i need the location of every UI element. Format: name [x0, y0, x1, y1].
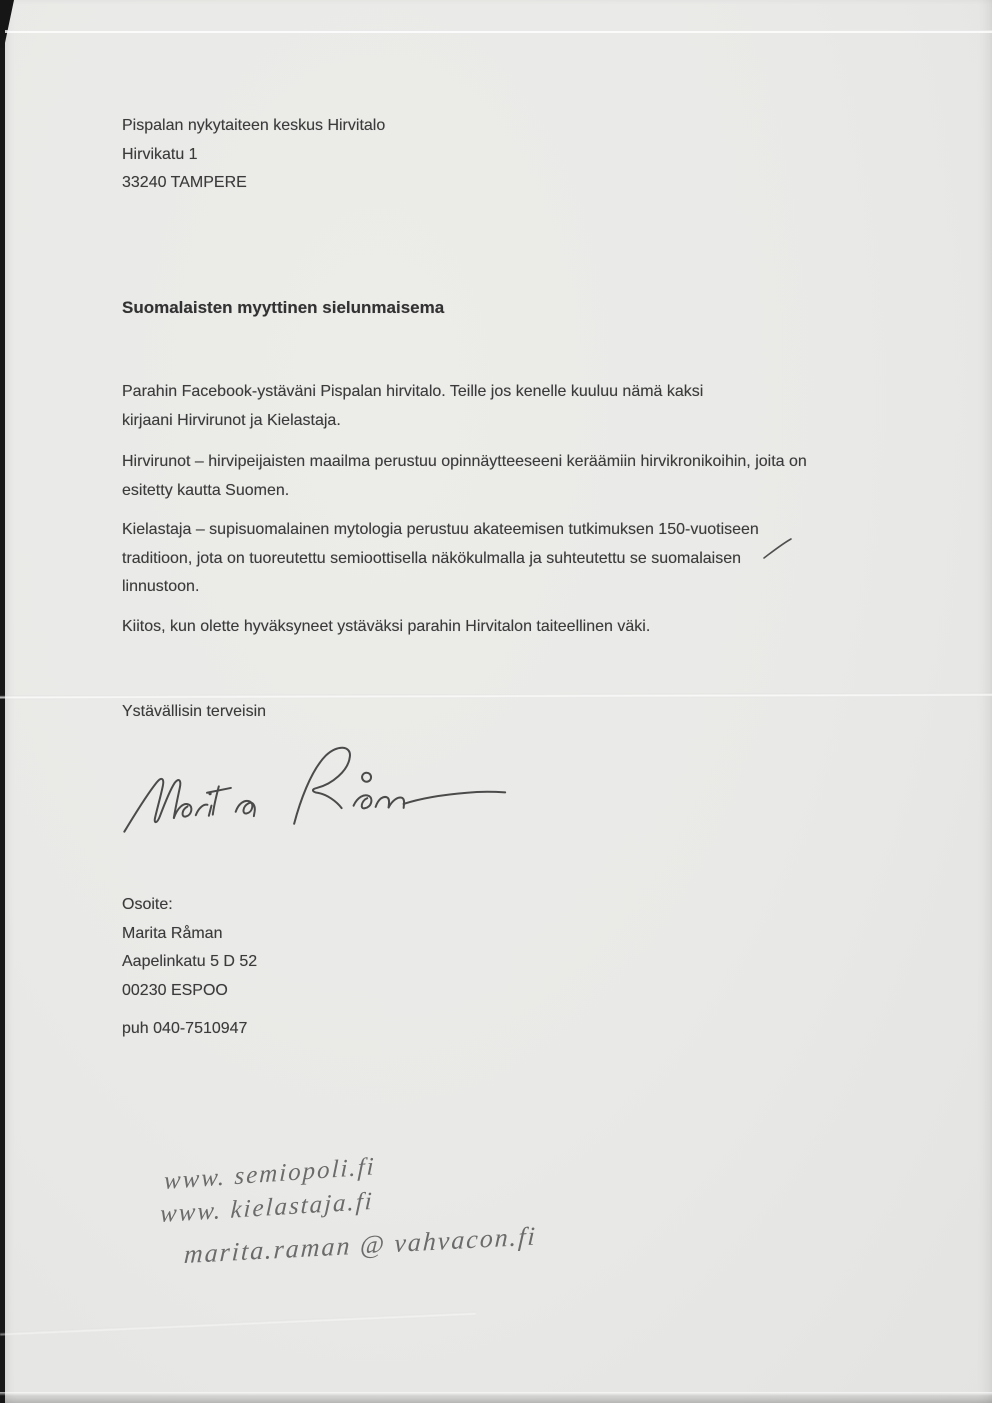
paragraph-line: Kielastaja – supisuomalainen mytologia perustuu akateemisen tutkimuksen 150-vuotiseen — [122, 521, 759, 538]
scan-corner-shadow — [0, 0, 14, 48]
signature-handwriting — [113, 736, 516, 845]
sender-street: Aapelinkatu 5 D 52 — [122, 953, 258, 970]
paragraph-4 — [122, 613, 650, 642]
scan-left-edge — [0, 0, 5, 1403]
subject-line: Suomalaisten myyttinen sielunmaisema — [122, 298, 445, 317]
pen-correction-mark — [762, 537, 794, 561]
handwritten-email: marita.raman @ vahvacon.fi — [183, 1221, 538, 1270]
paragraph-3 — [122, 516, 759, 602]
closing-line: Ystävällisin terveisin — [122, 703, 267, 720]
paragraph-2 — [122, 448, 807, 505]
fold-crease-lower — [0, 1312, 476, 1337]
paper-bottom-edge — [0, 1392, 992, 1403]
paragraph-line: linnustoon. — [122, 578, 200, 595]
paragraph-line: esitetty kautta Suomen. — [122, 481, 290, 499]
paper-top-edge — [5, 30, 992, 33]
paragraph-line: Parahin Facebook-ystäväni Pispalan hirvitalo. Teille jos kenelle kuuluu nämä kaksi — [122, 383, 704, 400]
sender-label: Osoite: — [122, 896, 173, 913]
sender-name: Marita Råman — [122, 924, 223, 942]
recipient-name: Pispalan nykytaiteen keskus Hirvitalo — [122, 117, 386, 134]
sender-postal-city: 00230 ESPOO — [122, 981, 228, 999]
paragraph-line: Kiitos, kun olette hyväksyneet ystäväksi parahin Hirvitalon taiteellinen väki. — [122, 618, 651, 635]
paragraph-line: kirjaani Hirvirunot ja Kielastaja. — [122, 411, 341, 429]
handwritten-url-kielastaja: www. kielastaja.fi — [159, 1187, 375, 1229]
paragraph-1 — [122, 378, 703, 435]
recipient-postal-city: 33240 TAMPERE — [122, 174, 247, 191]
sender-block — [122, 891, 257, 1044]
paragraph-line: Hirvirunot – hirvipeijaisten maailma perustuu opinnäytteeseeni keräämiin hirvikronikoihin, joita on — [122, 453, 807, 470]
paragraph-line: traditioon, jota on tuoreutettu semioottisella näkökulmalla ja suhteutettu se suomalaisen — [122, 549, 742, 567]
sender-phone: puh 040-7510947 — [122, 1020, 248, 1037]
recipient-block — [122, 112, 385, 198]
recipient-street: Hirvikatu 1 — [122, 145, 198, 163]
handwritten-url-semiopoli: www. semiopoli.fi — [163, 1153, 377, 1196]
